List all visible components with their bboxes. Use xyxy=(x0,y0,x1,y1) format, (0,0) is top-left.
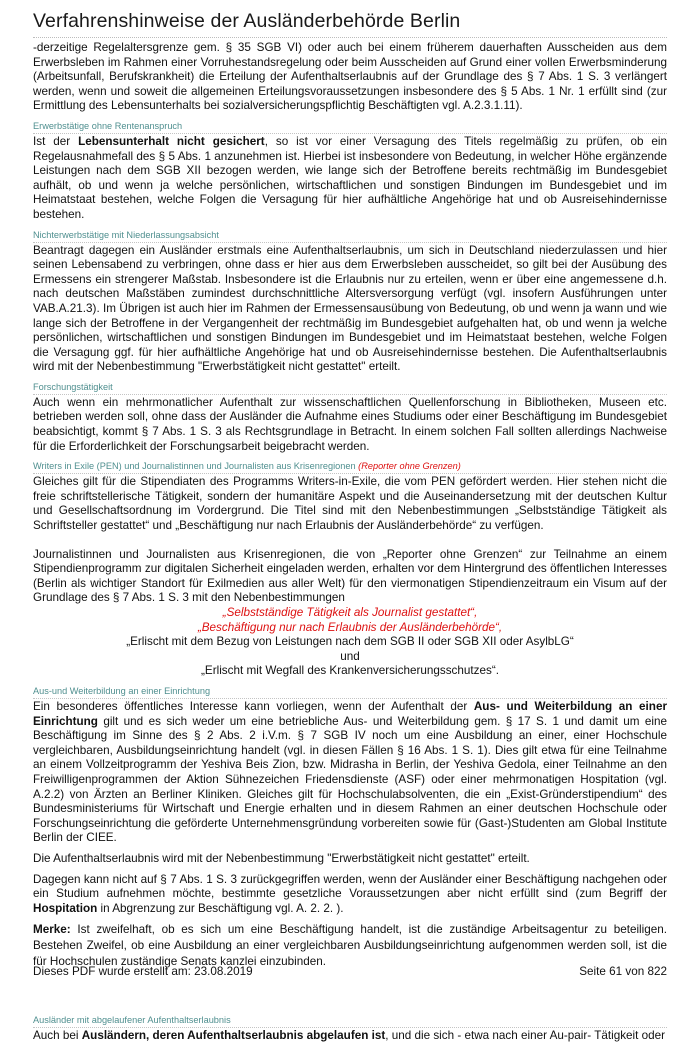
reporter-ohne-grenzen-note: (Reporter ohne Grenzen) xyxy=(358,461,461,472)
paragraph-merke: Merke: Ist zweifelhaft, ob es sich um eine Beschäftigung handelt, ist die zuständige Arbeitsagentur zu beteiligen. Bestehen Zweifel, ob eine Ausbildung an einer vergleichbaren Ausbildungseinrichtung aufgenommen werden soll, ist die für Hochschulen zuständige Senats kanzlei einzubinden. xyxy=(33,923,667,969)
section-heading-abgelaufen: Ausländer mit abgelaufener Aufenthaltserlaubnis xyxy=(33,1014,667,1028)
footer-created-date: Dieses PDF wurde erstellt am: 23.08.2019 xyxy=(33,965,253,978)
page-title: Verfahrenshinweise der Ausländerbehörde Berlin xyxy=(33,10,461,32)
condition-beschaeftigung: „Beschäftigung nur nach Erlaubnis der Ausländerbehörde“, xyxy=(197,620,503,634)
paragraph-dagegen: Dagegen kann nicht auf § 7 Abs. 1 S. 3 zurückgegriffen werden, wenn der Ausländer einer Beschäftigung nachgehen oder ein Studium aufnehmen möchte, bestimmte gesetzliche Voraussetzungen aber nicht erfüllt sind (zum Begriff der Hospitation in Abgrenzung zur Beschäftigung vgl. A. 2. 2. ). xyxy=(33,872,667,915)
paragraph-lebensunterhalt: Ist der Lebensunterhalt nicht gesichert, so ist vor einer Versagung des Titels regelmäßig zu prüfen, ob ein Regelausnahmefall des § 5 Abs. 1 anzunehmen ist. Hierbei ist insbesondere von Bedeutung, in welcher Höhe ergänzende Leistungen nach dem SGB XII bezogen werden, wie lange sich der Betroffene bereits rechtmäßig im Bundesgebiet aufhält, ob und wenn ja welche persönlichen, wirtschaftlichen und sonstigen Bindungen im Bundesgebiet und im Heimatstaat bestehen, welche Folgen die Versagung für hier aufhältliche Angehörige hat und ob Ausreisehindernisse bestehen. xyxy=(33,134,667,221)
paragraph-writers-in-exile: Gleiches gilt für die Stipendiaten des Programms Writers-in-Exile, die vom PEN gefördert werden. Hier stehen nicht die freie schriftstellerische Tätigkeit, sondern der humanitäre Aspekt und die Auseinandersetzung mit der deutschen Kultur und Gesellschaftsordnung im Vordergrund. Die Titel sind mit den Nebenbestimmungen „Selbstständige Tätigkeit als Schriftsteller gestattet“ und „Beschäftigung nur nach Erlaubnis der Ausländerbehörde“ zu verfügen. xyxy=(33,475,667,533)
condition-erlischt-leistungen: „Erlischt mit dem Bezug von Leistungen nach dem SGB II oder SGB XII oder AsylbLG“ xyxy=(126,635,574,649)
footer-page-number: Seite 61 von 822 xyxy=(579,965,667,978)
paragraph-niederlassung: Beantragt dagegen ein Ausländer erstmals eine Aufenthaltserlaubnis, um sich in Deutschland niederzulassen und hier seinen Lebensabend zu verbringen, ohne dass er hier aus dem Erwerbsleben ausscheidet, so gilt bei der Ausübung des Ermessens ein strengerer Maßstab. Insbesondere ist die Erlaubnis nur zu erteilen, wenn er über eine angemessene d.h. nach deutschen Maßstäben zumindest durchschnittliche Altersversorgung verfügt (vgl. insofern Ausführungen unter VAB.A.21.3). Im Übrigen ist auch hier im Rahmen der Ermessensausübung von Bedeutung, ob und wenn ja wann und wie lange sich der Betroffene in der Vergangenheit der rechtmäßig im Bundesgebiet aufgehalten hat, ob und wenn ja welche persönlichen, wirtschaftlichen und sonstigen Bindungen im Bundesgebiet und im Heimatstaat bestehen, welche Folgen die Versagung ggf. für hier aufhältliche Angehörige hat und ob Ausreisehindernisse bestehen. Die Aufenthaltserlaubnis wird mit der Nebenbestimmung "Erwerbstätigkeit nicht gestattet" erteilt. xyxy=(33,243,667,374)
paragraph-abgelaufen: Auch bei Ausländern, deren Aufenthaltserlaubnis abgelaufen ist, und die sich - etwa nach einer Au-pair- Tätigkeit oder xyxy=(33,1029,666,1043)
section-heading-nichterwerbstaetige: Nichterwerbstätige mit Niederlassungsabsicht xyxy=(33,229,667,243)
condition-und: und xyxy=(340,649,360,663)
title-divider xyxy=(33,37,667,38)
paragraph-nebenbestimmung: Die Aufenthaltserlaubnis wird mit der Nebenbestimmung "Erwerbstätigkeit nicht gestattet" erteilt. xyxy=(33,851,530,865)
section-heading-ausbildung: Aus-und Weiterbildung an einer Einrichtung xyxy=(33,685,667,699)
condition-erlischt-krankenversicherung: „Erlischt mit Wegfall des Krankenversicherungsschutzes“. xyxy=(201,664,499,678)
section-heading-writers-in-exile: Writers in Exile (PEN) und Journalistinnen und Journalisten aus Krisenregionen (Reporter ohne Grenzen) xyxy=(33,460,667,474)
section-heading-erwerbstaetige: Erwerbstätige ohne Rentenanspruch xyxy=(33,120,667,134)
document-body xyxy=(33,41,667,1044)
paragraph-rentenalter: -derzeitige Regelaltersgrenze gem. § 35 SGB VI) oder auch bei einem früherem dauerhaften Ausscheiden aus dem Erwerbsleben im Rahmen einer Vorruhestandsregelung oder beim Ausscheiden auf Grund einer vollen Erwerbsminderung (Arbeitsunfall, Berufskrankheit) die Erteilung der Aufenthaltserlaubnis auf der Grundlage des § 7 Abs. 1 S. 3 verlängert werden, wenn und soweit die allgemeinen Erteilungsvoraussetzungen insbesondere des § 5 Abs. 1 Nr. 1 erfüllt sind (zur Ermittlung des Lebensunterhalts bei sozialversicherungspflichtig Beschäftigten vgl. A.2.3.1.11). xyxy=(33,41,667,113)
paragraph-ausbildung: Ein besonderes öffentliches Interesse kann vorliegen, wenn der Aufenthalt der Aus- und Weiterbildung an einer Einrichtung gilt und es sich weder um eine betriebliche Aus- und Weiterbildung gem. § 17 S. 1 und damit um eine Beschäftigung im Sinne des § 2 Abs. 2 i.V.m. § 7 SGB IV noch um eine Ausbildung an einer, einer Hochschule vergleichbaren, Ausbildungseinrichtung handelt (vgl. in diesen Fällen § 16 Abs. 1 S. 1). Dies gilt etwa für eine Teilnahme an einem Vollzeitprogramm der Yeshiva Beis Zion, bzw. Midrasha in Berlin, der Yeshiva Gedola, einer Teilnahme an den Freiwilligenprogrammen der Aktion Sühnezeichen Friedensdienste (ASF) oder einer mehrmonatigen Hospitation (vgl. A.2.2) von Ärzten an Berliner Kliniken. Gleiches gilt für Hochschulabsolventen, die ein „Exist-Gründerstipendium“ des Bundesministeriums für Wirtschaft und Energie erhalten und in diesem Rahmen an einer deutschen Hochschule oder Forschungseinrichtung die geförderte Unternehmensgründung vorbereiten sowie für (Gast-)Studenten am Global Institute Berlin der CIEE. xyxy=(33,699,667,845)
section-heading-forschung: Forschungstätigkeit xyxy=(33,381,667,395)
condition-selbststaendig: „Selbstständige Tätigkeit als Journalist gestattet“, xyxy=(222,606,478,619)
paragraph-forschung: Auch wenn ein mehrmonatlicher Aufenthalt zur wissenschaftlichen Quellenforschung in Bibliotheken, Museen etc. betrieben werden soll, ohne dass der Ausländer die Aufnahme eines Studiums oder einer Beschäftigung im Bundesgebiet beabsichtigt, kommt § 7 Abs. 1 S. 3 als Rechtsgrundlage in Betracht. In einem solchen Fall sollten allerdings Nachweise für die Erforderlichkeit der Forschungsarbeit beigebracht werden. xyxy=(33,395,667,453)
paragraph-journalisten: Journalistinnen und Journalisten aus Krisenregionen, die von „Reporter ohne Grenzen“ zur Teilnahme an einem Stipendienprogramm zur digitalen Sicherheit eingeladen werden, erhalten vor dem Hintergrund des öffentlichen Interesses (Berlin als wichtiger Standort für Exilmedien aus aller Welt) für den viermonatigen Stipendienzeitraum ein Visum auf der Grundlage des § 7 Abs. 1 S. 3 mit den Nebenbestimmungen xyxy=(33,547,667,605)
